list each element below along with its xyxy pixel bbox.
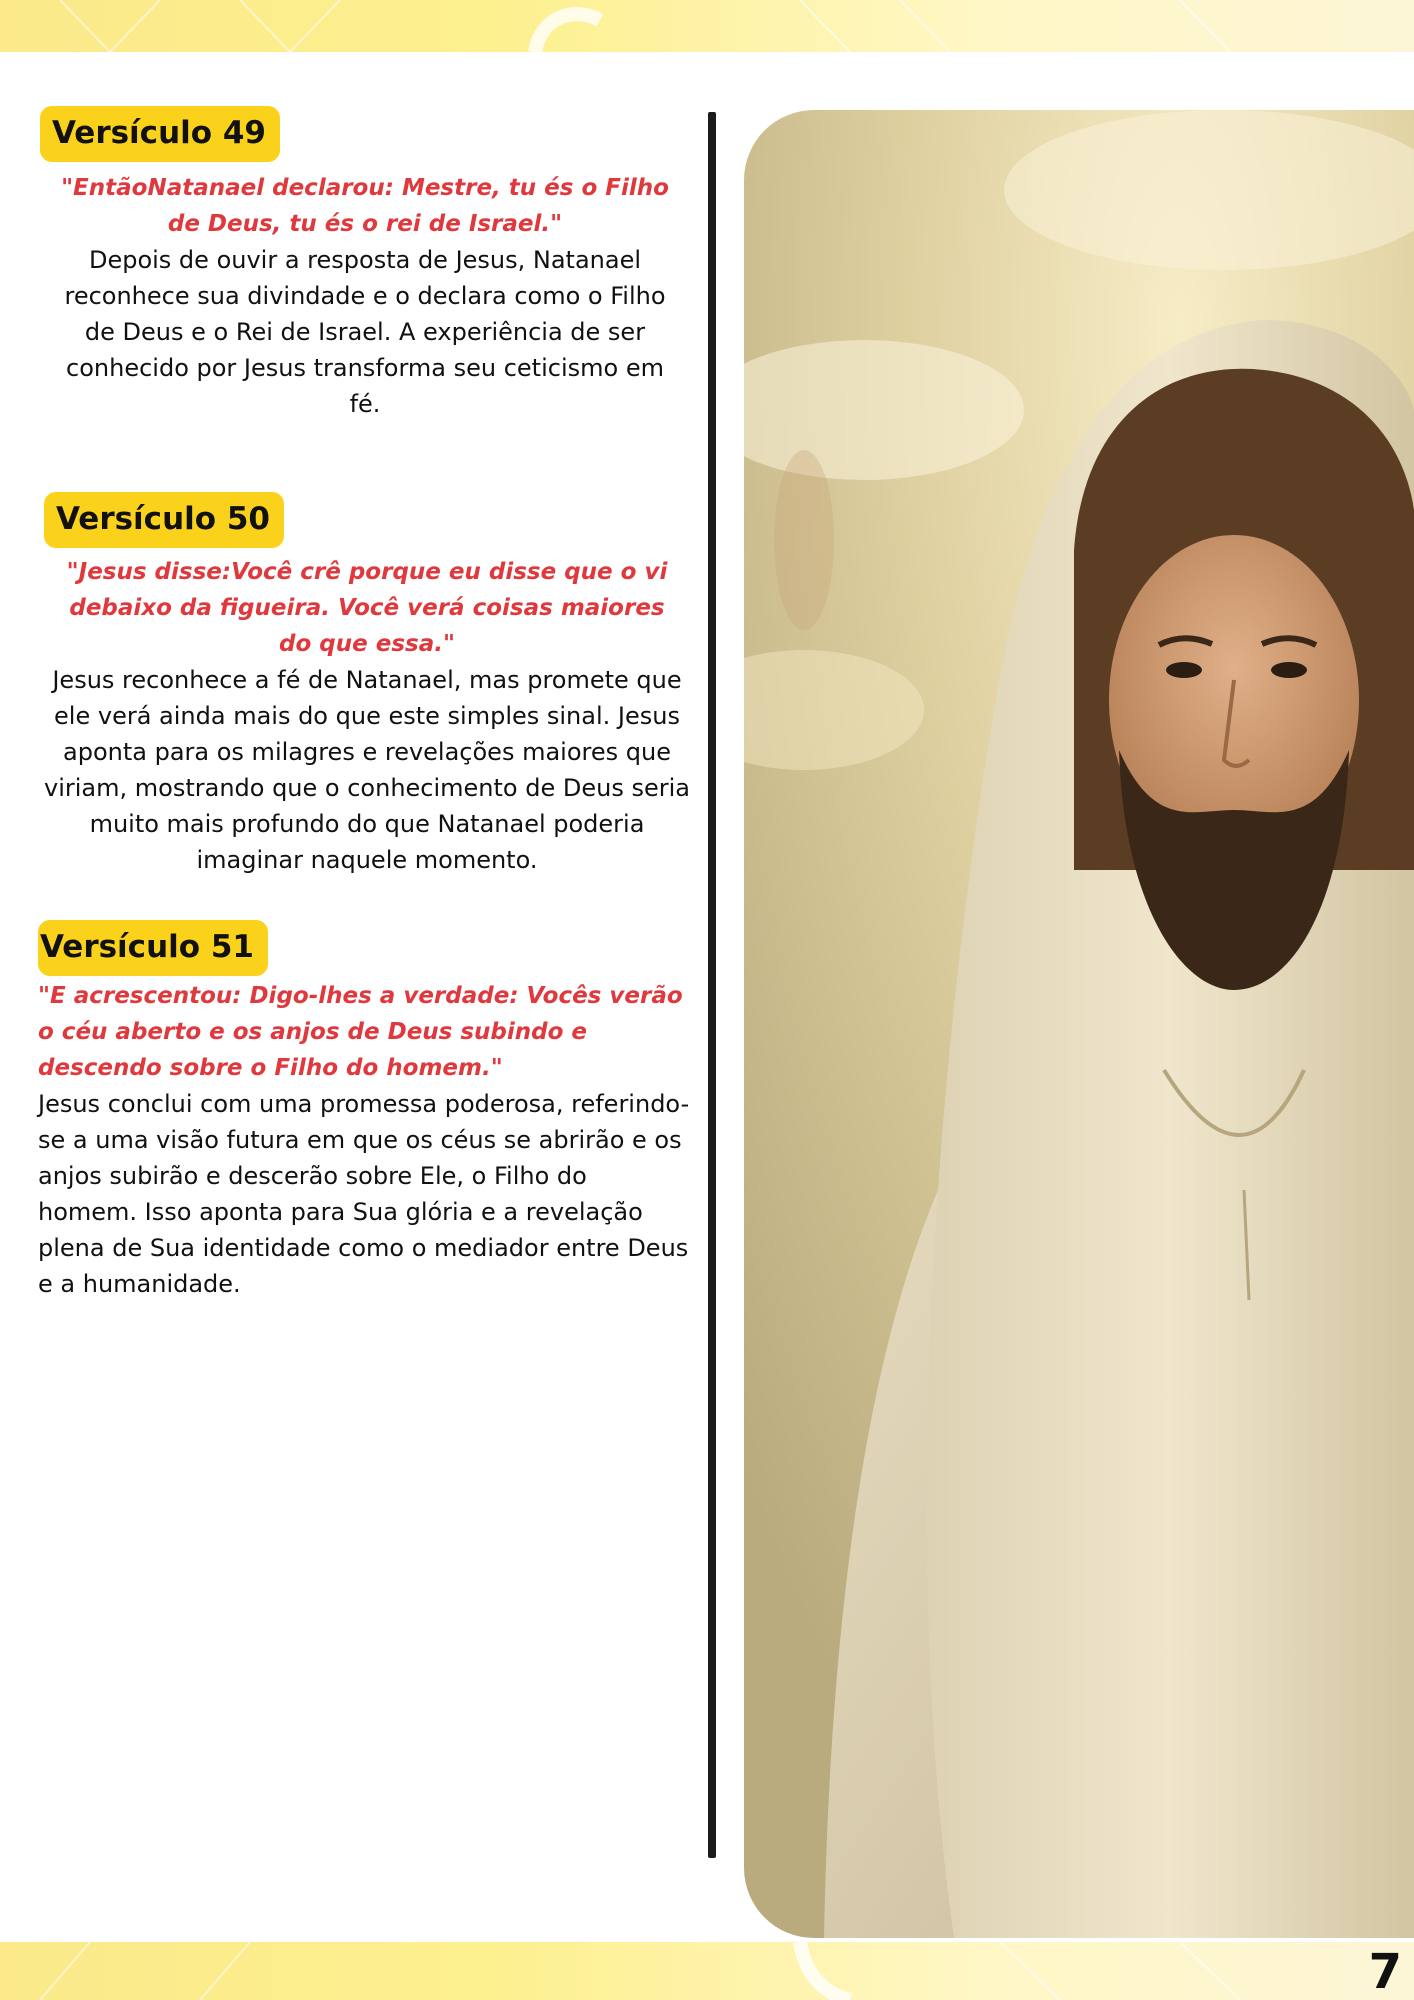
verse-section-49	[40, 106, 690, 422]
verse-commentary: Jesus reconhece a fé de Natanael, mas promete que ele verá ainda mais do que este simples sinal. Jesus aponta para os milagres e revelações maiores que viriam, mostrando que o conhecimento de Deus seria muito mais profundo do que Natanael poderia imaginar naquele momento.	[44, 666, 690, 874]
verse-quote: "E acrescentou: Digo-lhes a verdade: Vocês verão o céu aberto e os anjos de Deus subindo e descendo sobre o Filho do homem."	[38, 983, 683, 1081]
band-pattern	[0, 1942, 1414, 2000]
verse-section-51	[38, 920, 690, 1302]
band-pattern	[0, 0, 1414, 52]
verse-heading-badge: Versículo 50	[44, 492, 284, 548]
top-decorative-band	[0, 0, 1414, 52]
verse-quote: "Jesus disse:Você crê porque eu disse que o vi debaixo da figueira. Você verá coisas maiores do que essa."	[66, 559, 668, 657]
jesus-portrait-image	[744, 110, 1414, 1938]
verse-heading-badge: Versículo 51	[38, 920, 268, 976]
vertical-divider	[708, 112, 716, 1858]
verse-heading-badge: Versículo 49	[40, 106, 280, 162]
page-number: 7	[1368, 1944, 1402, 2000]
verse-quote: "EntãoNatanael declarou: Mestre, tu és o Filho de Deus, tu és o rei de Israel."	[61, 175, 669, 237]
verse-commentary: Jesus conclui com uma promessa poderosa, referindo-se a uma visão futura em que os céus se abrirão e os anjos subirão e descerão sobre Ele, o Filho do homem. Isso aponta para Sua glória e a revelação plena de Sua identidade como o mediador entre Deus e a humanidade.	[38, 1090, 690, 1298]
portrait-illustration	[744, 110, 1414, 1938]
bottom-decorative-band	[0, 1942, 1414, 2000]
verse-section-50	[44, 492, 690, 878]
verse-commentary: Depois de ouvir a resposta de Jesus, Natanael reconhece sua divindade e o declara como o Filho de Deus e o Rei de Israel. A experiência de ser conhecido por Jesus transforma seu ceticismo em fé.	[64, 246, 666, 418]
